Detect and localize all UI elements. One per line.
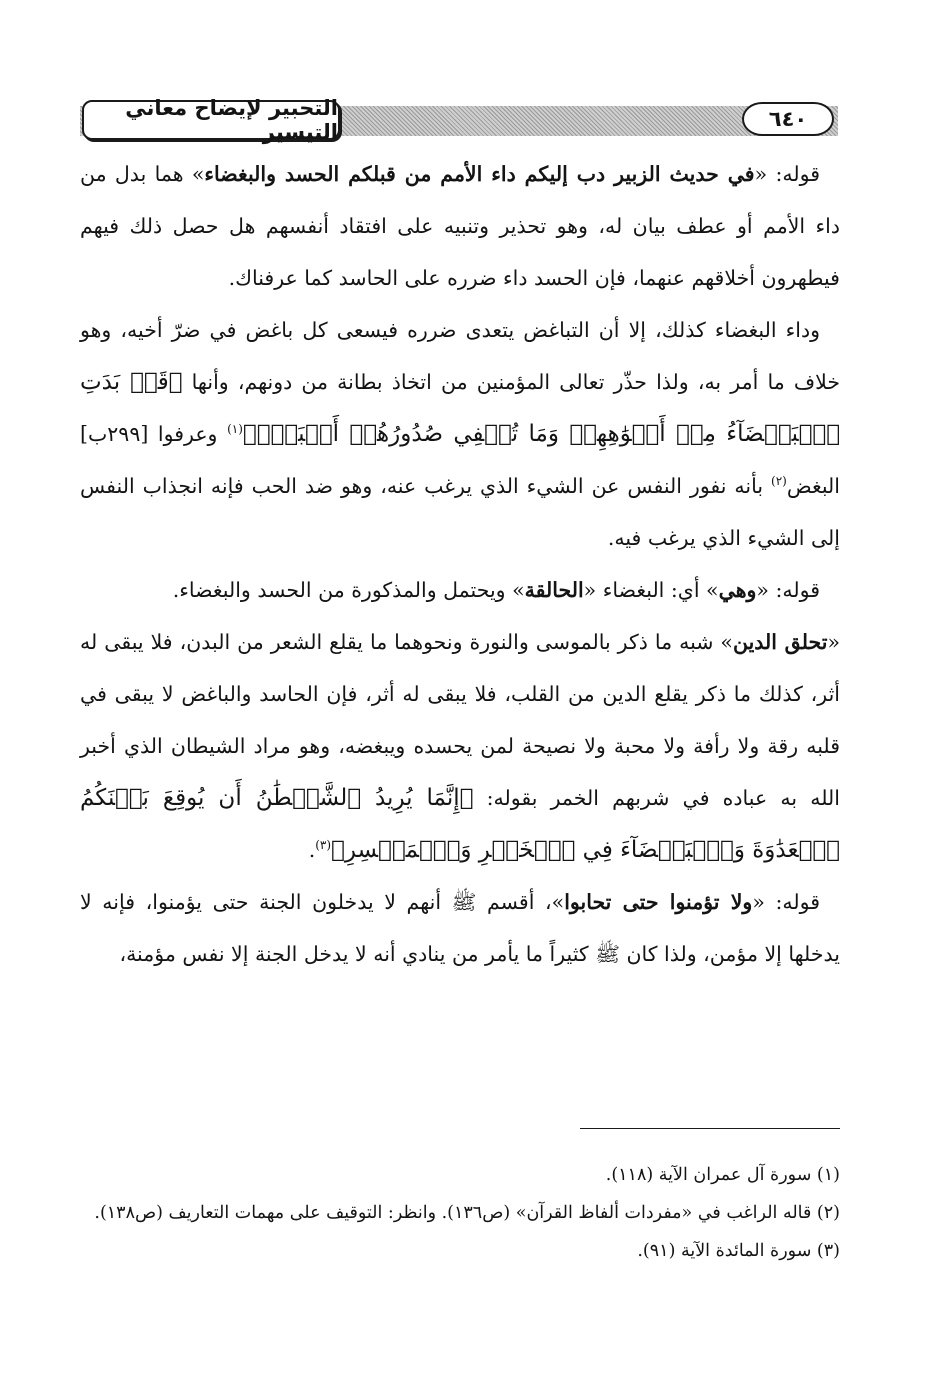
footnote-ref-2[interactable]: (٢) [771, 474, 787, 489]
running-title [82, 96, 340, 144]
footnote-3: (٣) سورة المائدة الآية (٩١). [637, 1241, 840, 1261]
p4-text-b: » شبه ما ذكر بالموسى والنورة ونحوهما ما يقلع الشعر من البدن، فلا يبقى له أثر، كذلك ما ذكر يقلع الدين من القلب، فلا يبقى له أثر، فإن الحاسد والباغض لا يبقى في قلبه رقة ولا رأفة ولا محبة ولا نصيحة لمن يحسده ويبغضه، وهو مراد الشيطان الذي أخبر الله به عباده في شربهم الخمر بقوله: [80, 630, 840, 810]
p4-quran-verse: ﴿إِنَّمَا يُرِيدُ ٱلشَّيۡطَٰنُ أَن يُوقِعَ بَيۡنَكُمُ ٱلۡعَدَٰوَةَ وَٱلۡبَغۡضَآءَ فِي ٱلۡخَمۡرِ وَٱلۡمَيۡسِرِ﴾ [80, 785, 840, 863]
p1-intro: قوله: « [754, 162, 820, 186]
paragraph-3 [80, 564, 840, 616]
paragraph-4 [80, 616, 840, 876]
p3-text-c: » ويحتمل والمذكورة من الحسد والبغضاء. [172, 578, 525, 602]
footnote-ref-3[interactable]: (٣) [315, 838, 332, 853]
p2-text-b: وعرفوا [٢٩٩ب] البغض [80, 422, 840, 498]
footnotes [80, 1156, 840, 1270]
p5-bold: ولا تؤمنوا حتى تحابوا [564, 890, 753, 914]
paragraph-2 [80, 304, 840, 564]
p3-bold-2: الحالقة [524, 578, 584, 602]
p2-quran-verse: ﴿قَدۡ بَدَتِ ٱلۡبَغۡضَآءُ مِنۡ أَفۡوَٰهِهِمۡ وَمَا تُخۡفِي صُدُورُهُمۡ أَكۡبَرُۚ﴾ [80, 369, 840, 447]
footnote-separator [580, 1128, 840, 1129]
footnote-ref-1[interactable]: (١) [227, 422, 243, 437]
paragraph-1 [80, 148, 840, 304]
page-number-text: ٦٤٠ [768, 107, 808, 131]
p4-text-a: « [827, 630, 840, 654]
p5-text-b: »، أقسم ﷺ أنهم لا يدخلون الجنة حتى يؤمنوا، فإنه لا يدخلها إلا مؤمن، ولذا كان ﷺ كثيراً ما يأمر من ينادي أنه لا يدخل الجنة إلا نفس مؤمنة، [80, 890, 840, 966]
footnote-1: (١) سورة آل عمران الآية (١١٨). [605, 1165, 840, 1185]
p1-commentary: » هما بدل من داء الأمم أو عطف بيان له، وهو تحذير وتنبيه على افتقاد أنفسهم هل حصل ذلك فيهم فيطهرون أخلاقهم عنهما، فإن الحسد داء ضرره على الحاسد كما عرفناك. [80, 162, 840, 290]
page-number [742, 102, 834, 136]
paragraph-5 [80, 876, 840, 980]
p4-text-c: . [308, 838, 316, 862]
p5-text-a: قوله: « [752, 890, 821, 914]
p1-quoted-hadith: في حديث الزبير دب إليكم داء الأمم من قبلكم الحسد والبغضاء [204, 162, 755, 186]
footnote-2: (٢) قاله الراغب في «مفردات ألفاظ القرآن» (ص١٣٦). وانظر: التوقيف على مهمات التعاريف (ص١٣٨). [94, 1203, 840, 1223]
p4-bold: تحلق الدين [732, 630, 828, 654]
p3-text-b: » أي: البغضاء « [583, 578, 719, 602]
running-title-text: التحبير لإيضاح معاني التيسير [125, 96, 338, 144]
main-text [80, 148, 840, 980]
p2-text-c: بأنه نفور النفس عن الشيء الذي يرغب عنه، وهو ضد الحب فإنه انجذاب النفس إلى الشيء الذي يرغب فيه. [80, 474, 840, 550]
p3-text-a: قوله: « [756, 578, 820, 602]
p2-text-a: وداء البغضاء كذلك، إلا أن التباغض يتعدى ضرره فيسعى كل باغض في ضرّ أخيه، وهو خلاف ما أمر به، ولذا حذّر تعالى المؤمنين من اتخاذ بطانة من دونهم، وأنها [80, 318, 841, 394]
p3-bold-1: وهي [718, 578, 757, 602]
